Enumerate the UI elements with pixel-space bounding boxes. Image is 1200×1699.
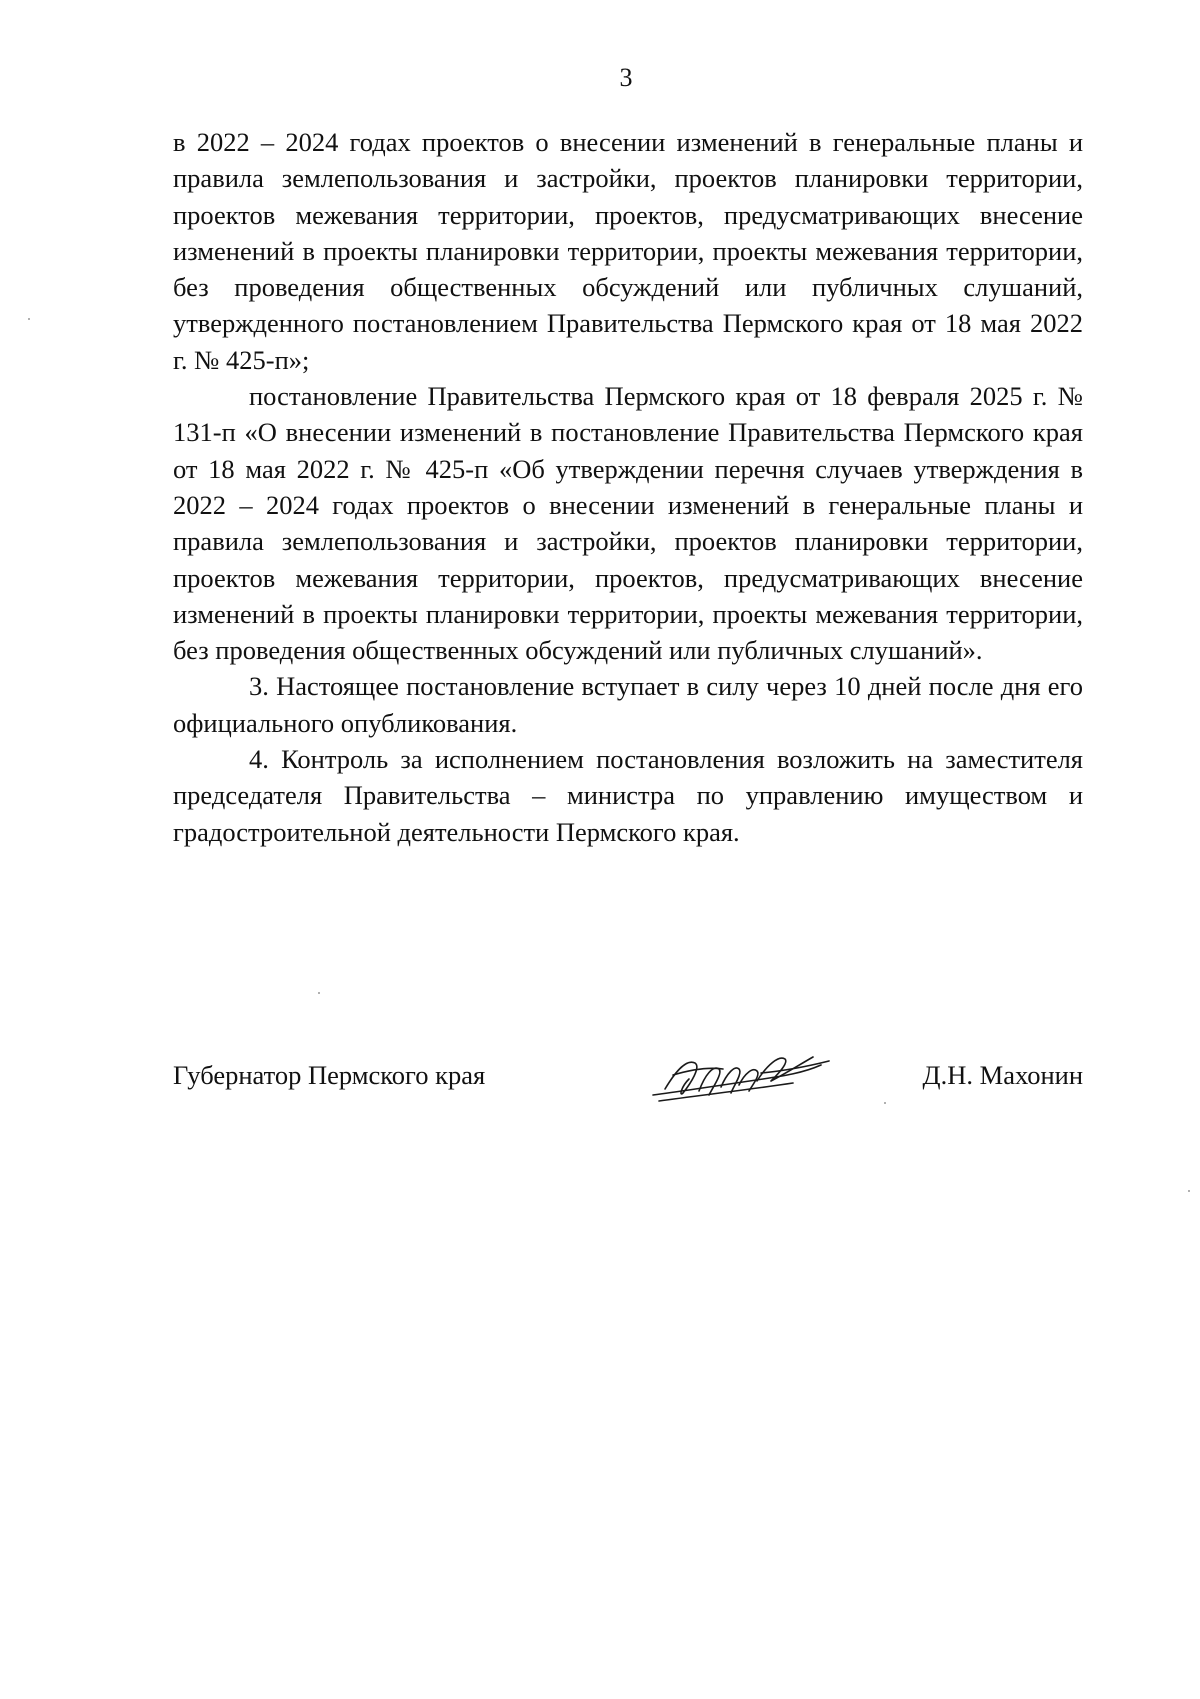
scan-speck: [318, 992, 320, 994]
signatory-position: Губернатор Пермского края: [173, 1060, 486, 1090]
paragraph-item-4: 4. Контроль за исполнением постановления возложить на заместителя председателя Правительства – министра по управлению имуществом и градостроительной деятельности Пермского края.: [173, 744, 1083, 847]
handwritten-signature: [643, 1035, 843, 1115]
paragraph-resolution-reference: постановление Правительства Пермского края от 18 февраля 2025 г. № 131-п «О внесении изменений в постановление Правительства Пермского края от 18 мая 2022 г. № 425-п «Об утверждении перечня случаев утверждения в 2022 – 2024 годах проектов о внесении изменений в генеральные планы и правила землепользования и застройки, проектов планировки территории, проектов межевания территории, проектов, предусматривающих внесение изменений в проекты планировки территории, проекты межевания территории, без проведения общественных обсуждений или публичных слушаний».: [173, 381, 1083, 666]
signatory-name: Д.Н. Махонин: [922, 1060, 1083, 1090]
signature-block: [173, 1057, 1083, 1097]
scan-speck: [28, 318, 30, 320]
paragraph-item-3: 3. Настоящее постановление вступает в силу через 10 дней после дня его официального опубликования.: [173, 671, 1083, 738]
paragraph-continuation: в 2022 – 2024 годах проектов о внесении изменений в генеральные планы и правила землепользования и застройки, проектов планировки территории, проектов межевания территории, проектов, предусматривающих внесение изменений в проекты планировки территории, проекты межевания территории, без проведения общественных обсуждений или публичных слушаний, утвержденного постановлением Правительства Пермского края от 18 мая 2022 г. № 425-п»;: [173, 127, 1083, 375]
scan-speck: [884, 1102, 886, 1104]
document-body: [173, 124, 1083, 850]
scan-speck: [1188, 1190, 1190, 1192]
page-number: 3: [619, 63, 633, 92]
